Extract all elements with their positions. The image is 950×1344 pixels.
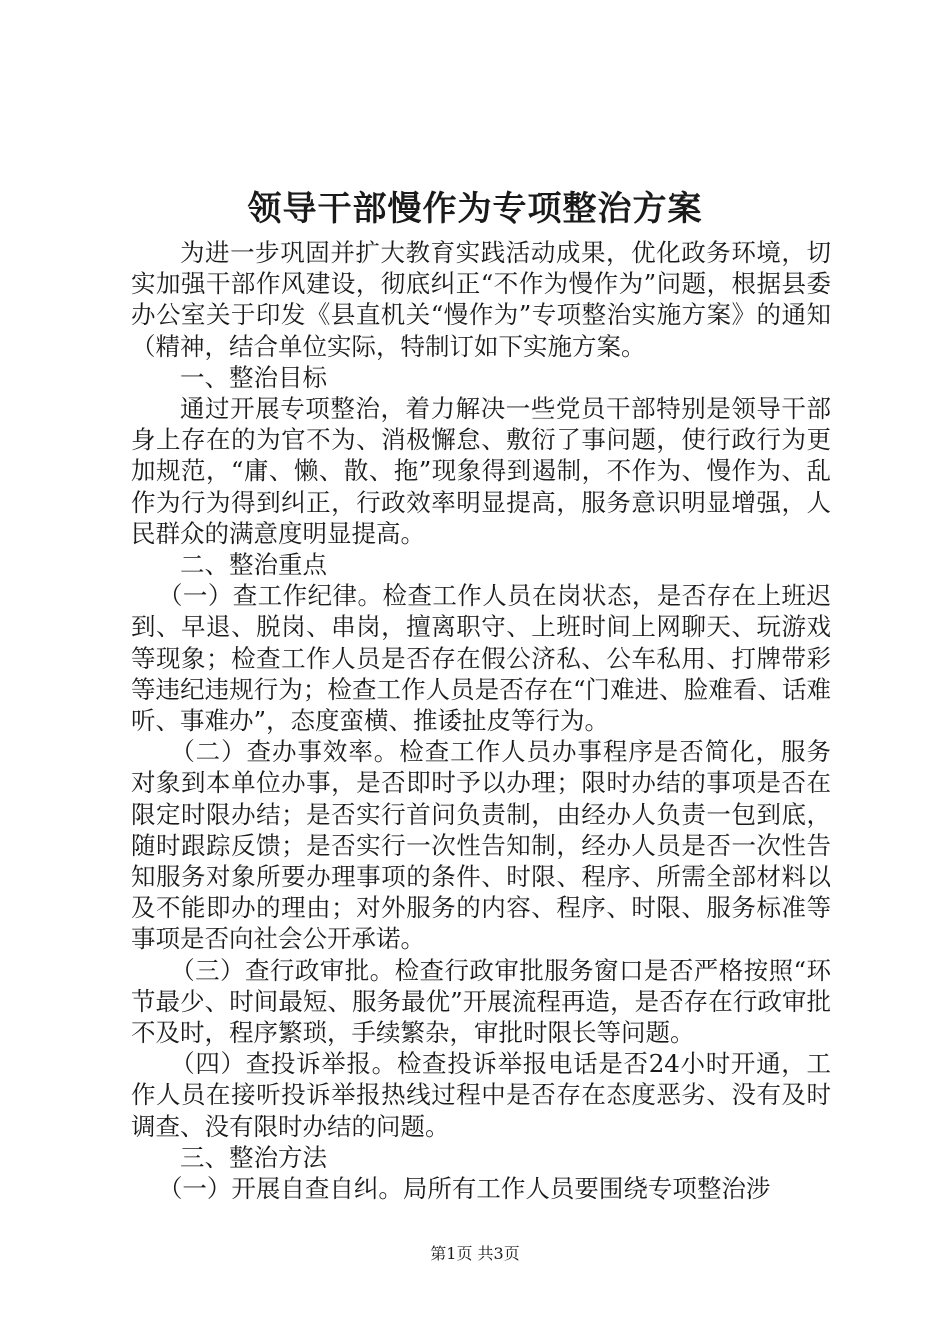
section-paragraph-goals: 通过开展专项整治，着力解决一些党员干部特别是领导干部身上存在的为官不为、消极懈怠、敷衍了事问题，使行政行为更加规范，“庸、懒、散、拖”现象得到遏制，不作为、慢作为、乱作为行为得到纠正，行政效率明显提高，服务意识明显增强，人民群众的满意度明显提高。 (131, 394, 831, 548)
section-heading-methods: 三、整治方法 (180, 1142, 327, 1172)
focus-item-efficiency: （二）查办事效率。检查工作人员办事程序是否简化，服务对象到本单位办事，是否即时予以办理；限时办结的事项是否在限定时限办结；是否实行首问负责制，由经办人负责一包到底，随时跟踪反馈；是否实行一次性告知制，经办人员是否一次性告知服务对象所要办理事项的条件、时限、程序、所需全部材料以及不能即办的理由；对外服务的内容、程序、时限、服务标准等事项是否向社会公开承诺。 (131, 737, 831, 954)
method-item-self-check: （一）开展自查自纠。局所有工作人员要围绕专项整治涉 (157, 1174, 771, 1204)
focus-item-complaints: （四）查投诉举报。检查投诉举报电话是否24小时开通，工作人员在接听投诉举报热线过程中是否存在态度恶劣、没有及时调查、没有限时办结的问题。 (131, 1049, 831, 1141)
focus-item-discipline: （一）查工作纪律。检查工作人员在岗状态，是否存在上班迟到、早退、脱岗、串岗，擅离职守、上班时间上网聊天、玩游戏等现象；检查工作人员是否存在假公济私、公车私用、打牌带彩等违纪违规行为；检查工作人员是否存在“门难进、脸难看、话难听、事难办”，态度蛮横、推诿扯皮等行为。 (131, 581, 831, 736)
intro-paragraph: 为进一步巩固并扩大教育实践活动成果，优化政务环境，切实加强干部作风建设，彻底纠正“不作为慢作为”问题，根据县委办公室关于印发《县直机关“慢作为”专项整治实施方案》的通知（精神，结合单位实际，特制订如下实施方案。 (131, 238, 831, 361)
document-title: 领导干部慢作为专项整治方案 (247, 189, 703, 229)
document-body (131, 237, 831, 1204)
section-heading-goals: 一、整治目标 (180, 362, 327, 392)
section-heading-focus: 二、整治重点 (180, 550, 327, 580)
focus-item-approval: （三）查行政审批。检查行政审批服务窗口是否严格按照“环节最少、时间最短、服务最优”开展流程再造，是否存在行政审批不及时，程序繁琐，手续繁杂，审批时限长等问题。 (131, 955, 831, 1048)
page-footer: 第1页 共3页 (430, 1244, 520, 1263)
